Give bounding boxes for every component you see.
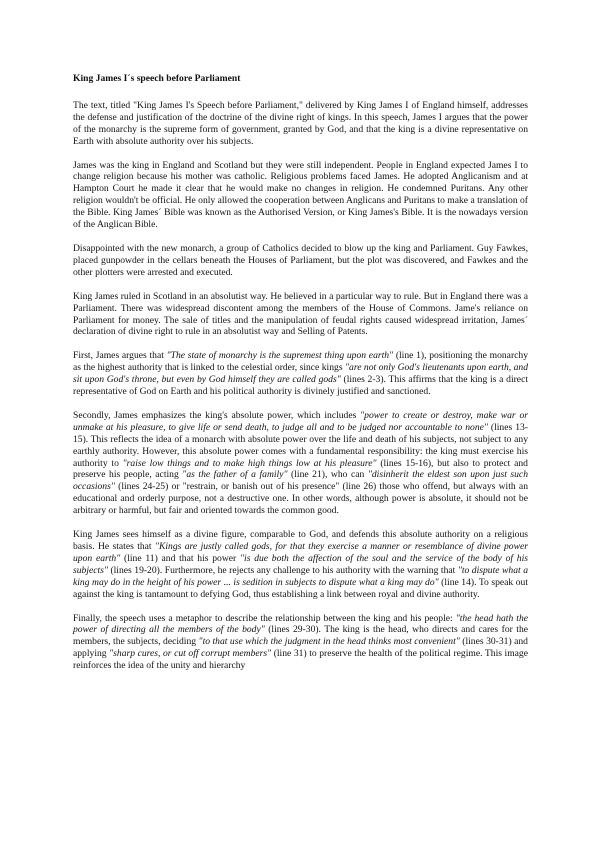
paragraph-text: (lines 2-3). This affirms that the king is a direct representative of God on Earth and his political authority is divinely justified and sanctioned. <box>73 374 528 398</box>
paragraph-text: (lines 19-20). Furthermore, he rejects any challenge to his authority with the warning that <box>107 564 458 576</box>
quotation: "sharp cures, or cut off corrupt members" <box>109 648 272 660</box>
body-paragraph <box>73 243 528 279</box>
quotation: "raise low things and to make high things low at his pleasure" <box>122 457 377 469</box>
quotation: "disinherit the eldest son upon just such occasions" <box>73 469 528 493</box>
paragraph-text: Secondly, James emphasizes the king's absolute power, which includes <box>73 409 361 421</box>
quotation: "as the father of a family" <box>182 469 288 481</box>
body-paragraph <box>73 529 528 600</box>
document-title: King James I´s speech before Parliament <box>73 73 241 84</box>
paragraph-text: Finally, the speech uses a metaphor to describe the relationship between the king and his people: <box>73 612 456 624</box>
quotation: "to dispute what a king may do in the height of his power ... is sedition in subjects to dispute what a king may do" <box>73 564 528 588</box>
paragraph-text: (line 31) to preserve the health of the political regime. This image reinforces the idea of the unity and hierarchy <box>73 648 528 672</box>
paragraph-text: First, James argues that <box>73 350 167 362</box>
paragraph-text: (line 21), who can <box>287 469 368 481</box>
document-page <box>73 73 528 684</box>
paragraph-text: The text, titled "King James I's Speech before Parliament," delivered by King James I of England himself, addresses the defense and justification of the doctrine of the divine right of kings. In this speech, James I argues that the power of the monarchy is the supreme form of government, granted by God, and that the king is a divine representative on Earth with absolute authority over his subjects. <box>73 99 528 147</box>
quotation: "the head hath the power of directing all the members of the body" <box>73 612 528 636</box>
body-paragraph <box>73 613 528 673</box>
paragraph-text: (line 1), positioning the monarchy as the highest authority that is linked to the celestial order, since kings <box>73 350 528 374</box>
body-paragraph <box>73 291 528 339</box>
quotation: "The state of monarchy is the supremest thing upon earth" <box>166 350 394 362</box>
paragraph-text: King James sees himself as a divine figure, comparable to God, and defends this absolute authority on a religious basis. He states that <box>73 529 528 552</box>
quotation: "are not only God's lieutenants upon earth, and sit upon God's throne, but even by God himself they are called gods" <box>73 362 528 386</box>
body-paragraph <box>73 410 528 517</box>
body-paragraph <box>73 100 528 148</box>
quotation: "to that use which the judgment in the head thinks most convenient" <box>198 636 460 648</box>
document-body <box>73 100 528 672</box>
quotation: "power to create or destroy, make war or unmake at his pleasure, to give life or send death, to judge all and to be judged nor accountable to none" <box>73 409 528 433</box>
paragraph-text: (lines 30-31) and applying <box>73 636 528 660</box>
paragraph-text: (lines 29-30). The king is the head, who directs and cares for the members, the subjects, deciding <box>73 624 528 648</box>
paragraph-text: Disappointed with the new monarch, a group of Catholics decided to blow up the king and Parliament. Guy Fawkes, placed gunpowder in the cellars beneath the Houses of Parliament, but the plot was discovered, and Fawkes and the other plotters were arrested and executed. <box>73 242 528 278</box>
paragraph-text: King James ruled in Scotland in an absolutist way. He believed in a particular way to rule. But in England there was a Parliament. There was widespread discontent among the members of the House of Commons. Jame's reliance on Parliament for money. The sale of titles and the manipulation of feudal rights caused widespread irritation, James´ declaration of divine right to rule in an absolutist way and Selling of Patents. <box>73 290 528 338</box>
quotation: "Kings are justly called gods, for that they exercise a manner or resemblance of divine power upon earth" <box>73 541 528 564</box>
paragraph-text: James was the king in England and Scotland but they were still independent. People in England expected James I to change religion because his mother was catholic. Religious problems faced James. He adopted Anglicanism and at Hampton Court he made it clear that he would make no changes in religion. He condemned Puritans. Any other religion wouldn't be official. He only allowed the cooperation between Anglicans and Puritans to make a translation of the Bible. King James´ Bible was known as the Authorised Version, or King James's Bible. It is the nowadays version of the Anglican Bible. <box>73 159 528 231</box>
paragraph-text: (lines 24-25) or "restrain, or banish out of his presence" (line 26) those who offend, but always with an educational and orderly purpose, not a destructive one. In other words, although power is absolute, it should not be arbitrary or harmful, but fair and oriented towards the common good. <box>73 481 528 517</box>
body-paragraph <box>73 350 528 398</box>
paragraph-text: (lines 15-16), but also to protect and preserve his people, acting <box>73 457 528 481</box>
paragraph-text: (line 11) and that his power <box>120 552 240 564</box>
quotation: "is due both the affection of the soul and the service of the body of his subjects" <box>73 552 528 576</box>
body-paragraph <box>73 160 528 231</box>
paragraph-text: (lines 13-15). This reflects the idea of a monarch with absolute power over the life and death of his subjects, not subject to any earthly authority. However, this absolute power comes with a fundamental responsibility: the king must exercise his authority to <box>73 421 528 469</box>
paragraph-text: (line 14). To speak out against the king is tantamount to defying God, thus establishing a link between royal and divine authority. <box>73 576 528 600</box>
